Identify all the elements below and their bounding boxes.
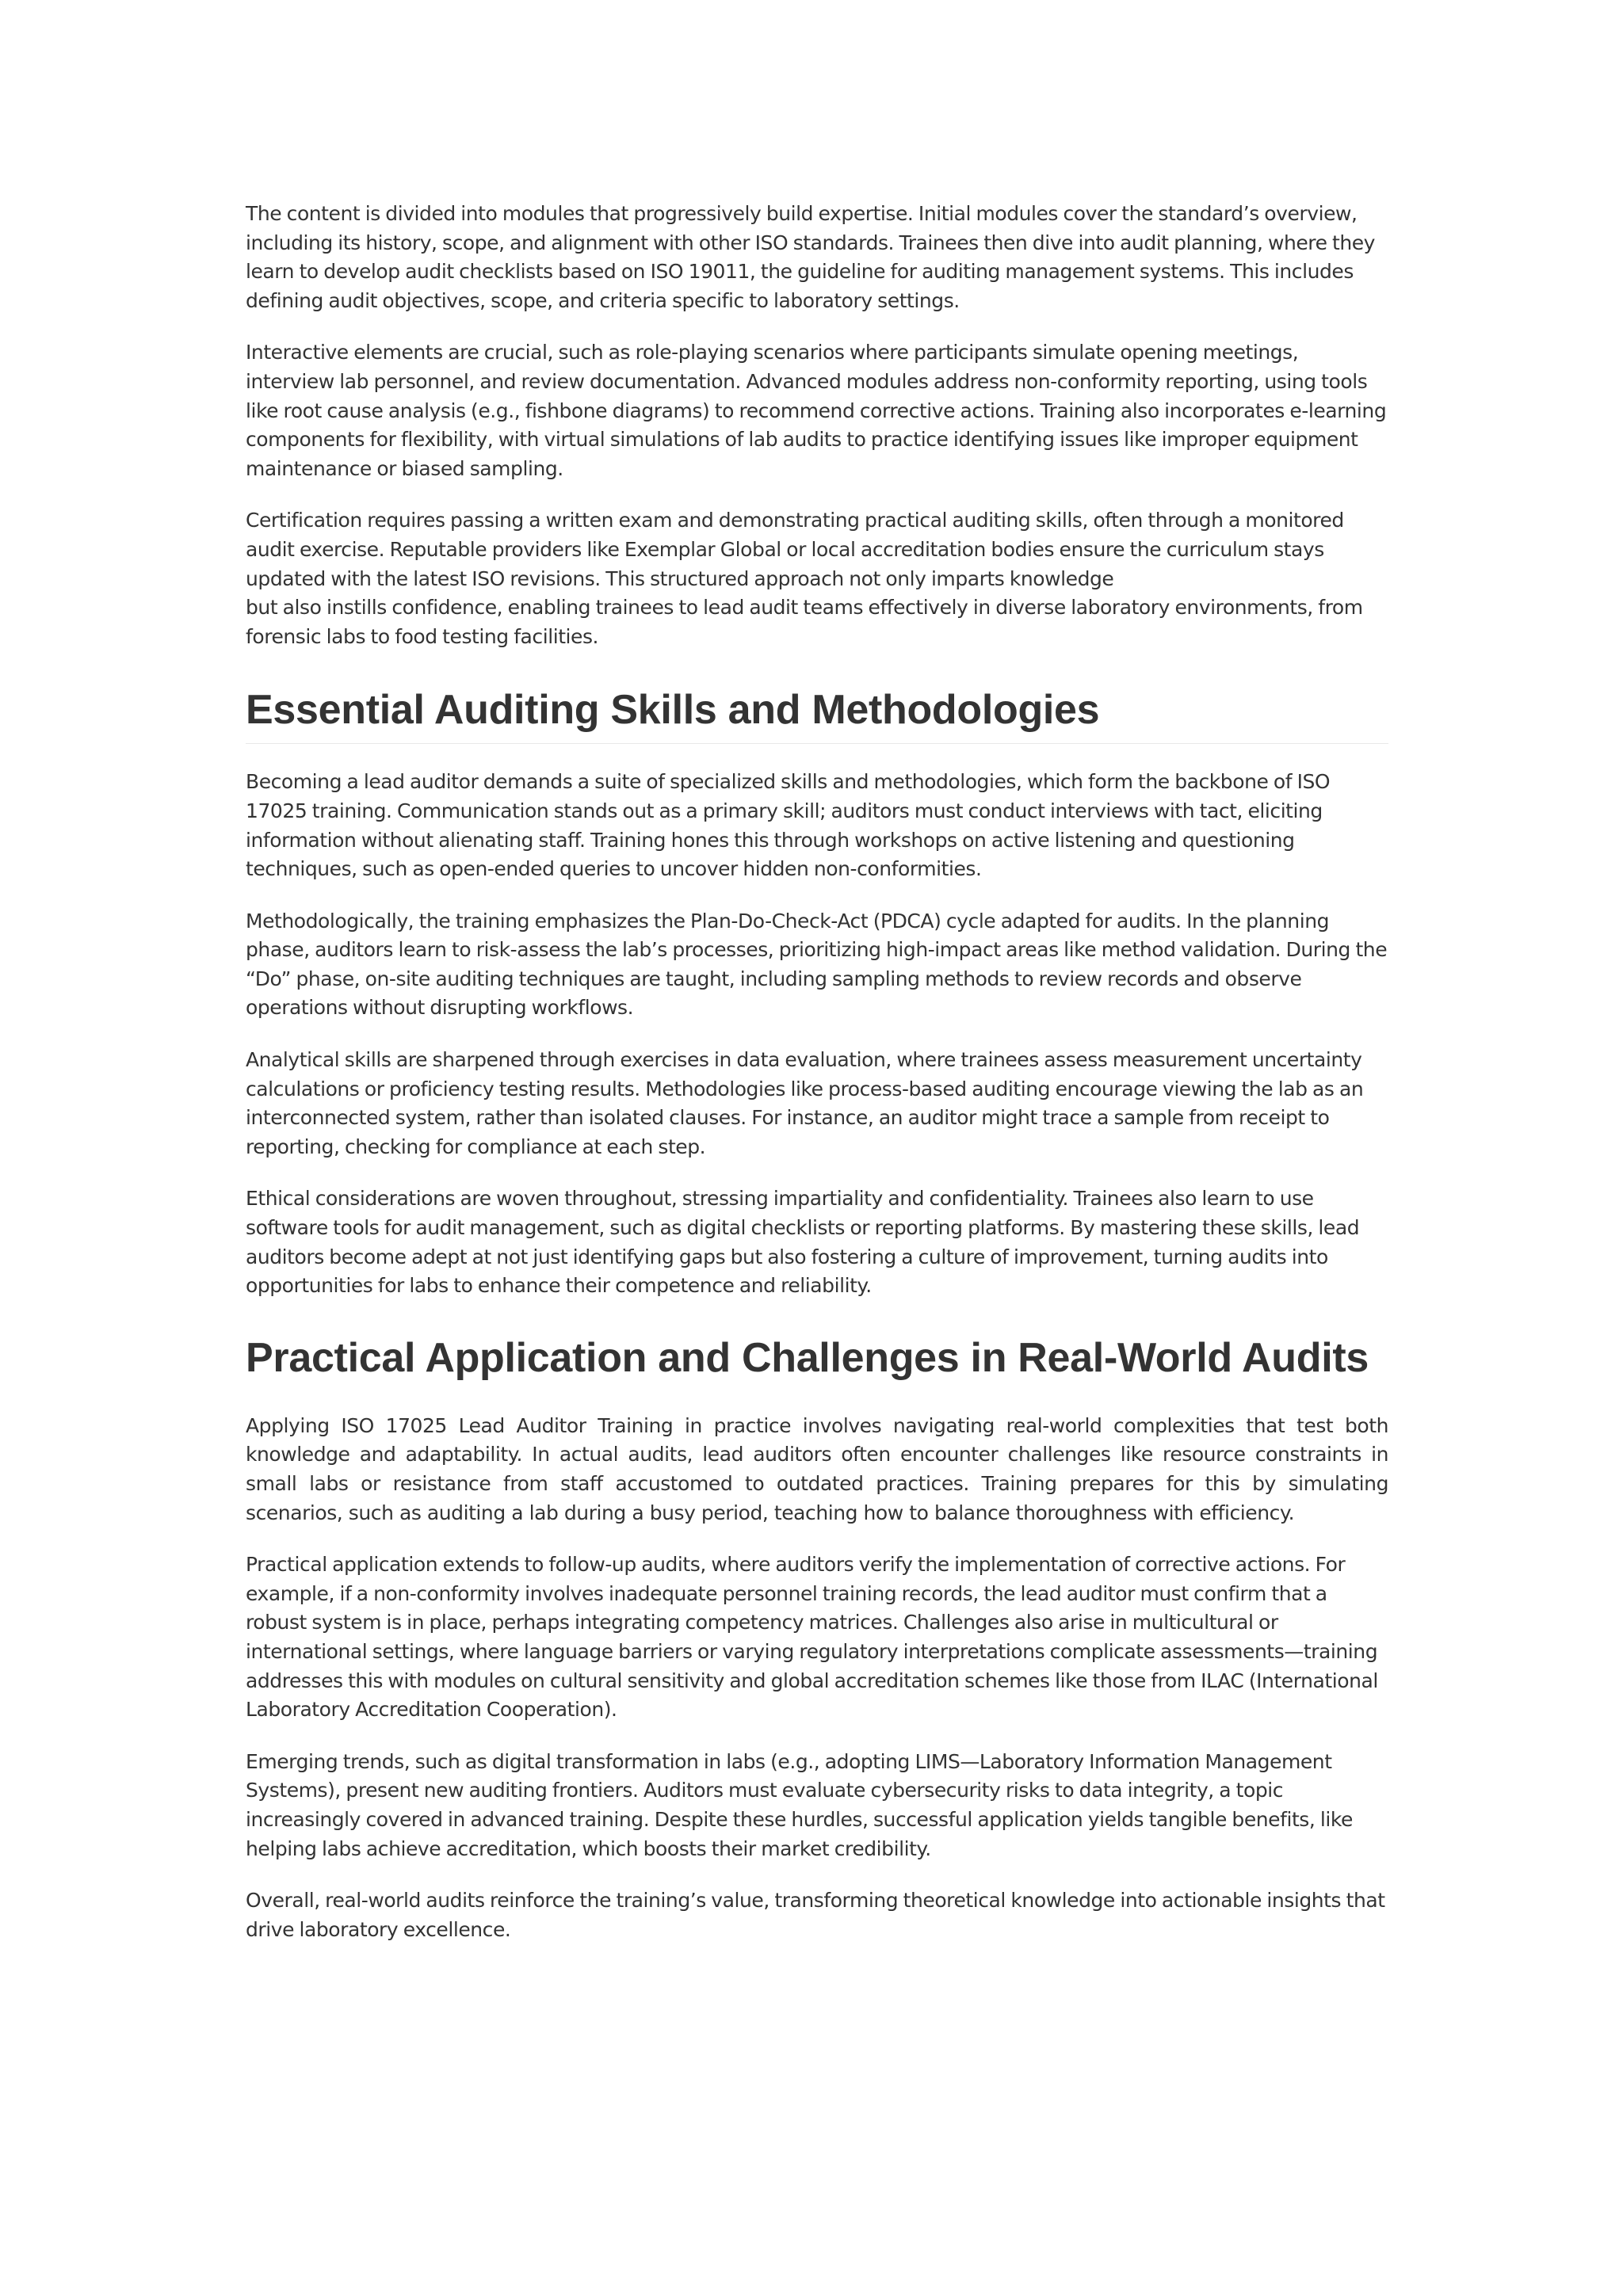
document-page bbox=[246, 200, 1388, 1967]
skills-paragraph-4: Ethical considerations are woven throughout, stressing impartiality and confidentiality. Trainees also learn to use software tools for audit management, such as digital checklists or reporting platforms. By mastering these skills, lead auditors become adept at not just identifying gaps but also fostering a culture of improvement, turning audits into opportunities for labs to enhance their competence and reliability. bbox=[246, 1187, 1360, 1298]
intro-paragraph-certification bbox=[246, 506, 1388, 651]
skills-paragraph-1: Becoming a lead auditor demands a suite of specialized skills and methodologies, which form the backbone of ISO 17025 training. Communication stands out as a primary skill; auditors must conduct interviews with tact, eliciting information without alienating staff. Training hones this through workshops on active listening and questioning techniques, such as open-ended queries to uncover hidden non-conformities. bbox=[246, 770, 1331, 881]
section-heading-block-skills bbox=[246, 685, 1388, 744]
certification-text-part-1: Certification requires passing a written exam and demonstrating practical auditing skills, often through a monitored audit exercise. Reputable providers like Exemplar Global or local accreditation bodies ensure the curriculum stays updated with the latest ISO revisions. This structured approach not only imparts knowledge bbox=[246, 509, 1344, 590]
practical-paragraph-4: Overall, real-world audits reinforce the training’s value, transforming theoretical knowledge into actionable insights that drive laboratory excellence. bbox=[246, 1889, 1385, 1941]
section-heading-block-practical bbox=[246, 1333, 1388, 1383]
certification-text-part-2: but also instills confidence, enabling trainees to lead audit teams effectively in diverse laboratory environments, from forensic labs to food testing facilities. bbox=[246, 596, 1363, 648]
practical-paragraph-1: Applying ISO 17025 Lead Auditor Training in practice involves navigating real-world complexities that test both knowledge and adaptability. In actual audits, lead auditors often encounter challenges like resource constraints in small labs or resistance from staff accustomed to outdated practices. Training prepares for this by simulating scenarios, such as auditing a lab during a busy period, teaching how to balance thoroughness with efficiency. bbox=[246, 1413, 1388, 1524]
practical-paragraph-3: Emerging trends, such as digital transformation in labs (e.g., adopting LIMS—Laboratory Information Management Systems), present new auditing frontiers. Auditors must evaluate cybersecurity risks to data integrity, a topic increasingly covered in advanced training. Despite these hurdles, successful application yields tangible benefits, like helping labs achieve accreditation, which boosts their market credibility. bbox=[246, 1749, 1353, 1860]
section-heading-practical: Practical Application and Challenges in Real-World Audits bbox=[246, 1334, 1369, 1381]
skills-paragraph-3: Analytical skills are sharpened through exercises in data evaluation, where trainees assess measurement uncertainty calculations or proficiency testing results. Methodologies like process-based auditing encourage viewing the lab as an interconnected system, rather than isolated clauses. For instance, an auditor might trace a sample from receipt to reporting, checking for compliance at each step. bbox=[246, 1048, 1364, 1158]
intro-paragraph-interactive: Interactive elements are crucial, such as role-playing scenarios where participants simulate opening meetings, interview lab personnel, and review documentation. Advanced modules address non-conformity reporting, using tools like root cause analysis (e.g., fishbone diagrams) to recommend corrective actions. Training also incorporates e-learning components for flexibility, with virtual simulations of lab audits to practice identifying issues like improper equipment maintenance or biased sampling. bbox=[246, 341, 1387, 480]
practical-paragraph-2: Practical application extends to follow-up audits, where auditors verify the implementation of corrective actions. For example, if a non-conformity involves inadequate personnel training records, the lead auditor must confirm that a robust system is in place, perhaps integrating competency matrices. Challenges also arise in multicultural or international settings, where language barriers or varying regulatory interpretations complicate assessments—training addresses this with modules on cultural sensitivity and global accreditation schemes like those from ILAC (International Laboratory Accreditation Cooperation). bbox=[246, 1553, 1378, 1722]
section-heading-skills: Essential Auditing Skills and Methodologies bbox=[246, 687, 1100, 734]
intro-paragraph-modules: The content is divided into modules that progressively build expertise. Initial modules cover the standard’s overview, including its history, scope, and alignment with other ISO standards. Trainees then dive into audit planning, where they learn to develop audit checklists based on ISO 19011, the guideline for auditing management systems. This includes defining audit objectives, scope, and criteria specific to laboratory settings. bbox=[246, 202, 1376, 312]
skills-paragraph-2: Methodologically, the training emphasizes the Plan-Do-Check-Act (PDCA) cycle adapted for audits. In the planning phase, auditors learn to risk-assess the lab’s processes, prioritizing high-impact areas like method validation. During the “Do” phase, on-site auditing techniques are taught, including sampling methods to review records and observe operations without disrupting workflows. bbox=[246, 909, 1388, 1020]
